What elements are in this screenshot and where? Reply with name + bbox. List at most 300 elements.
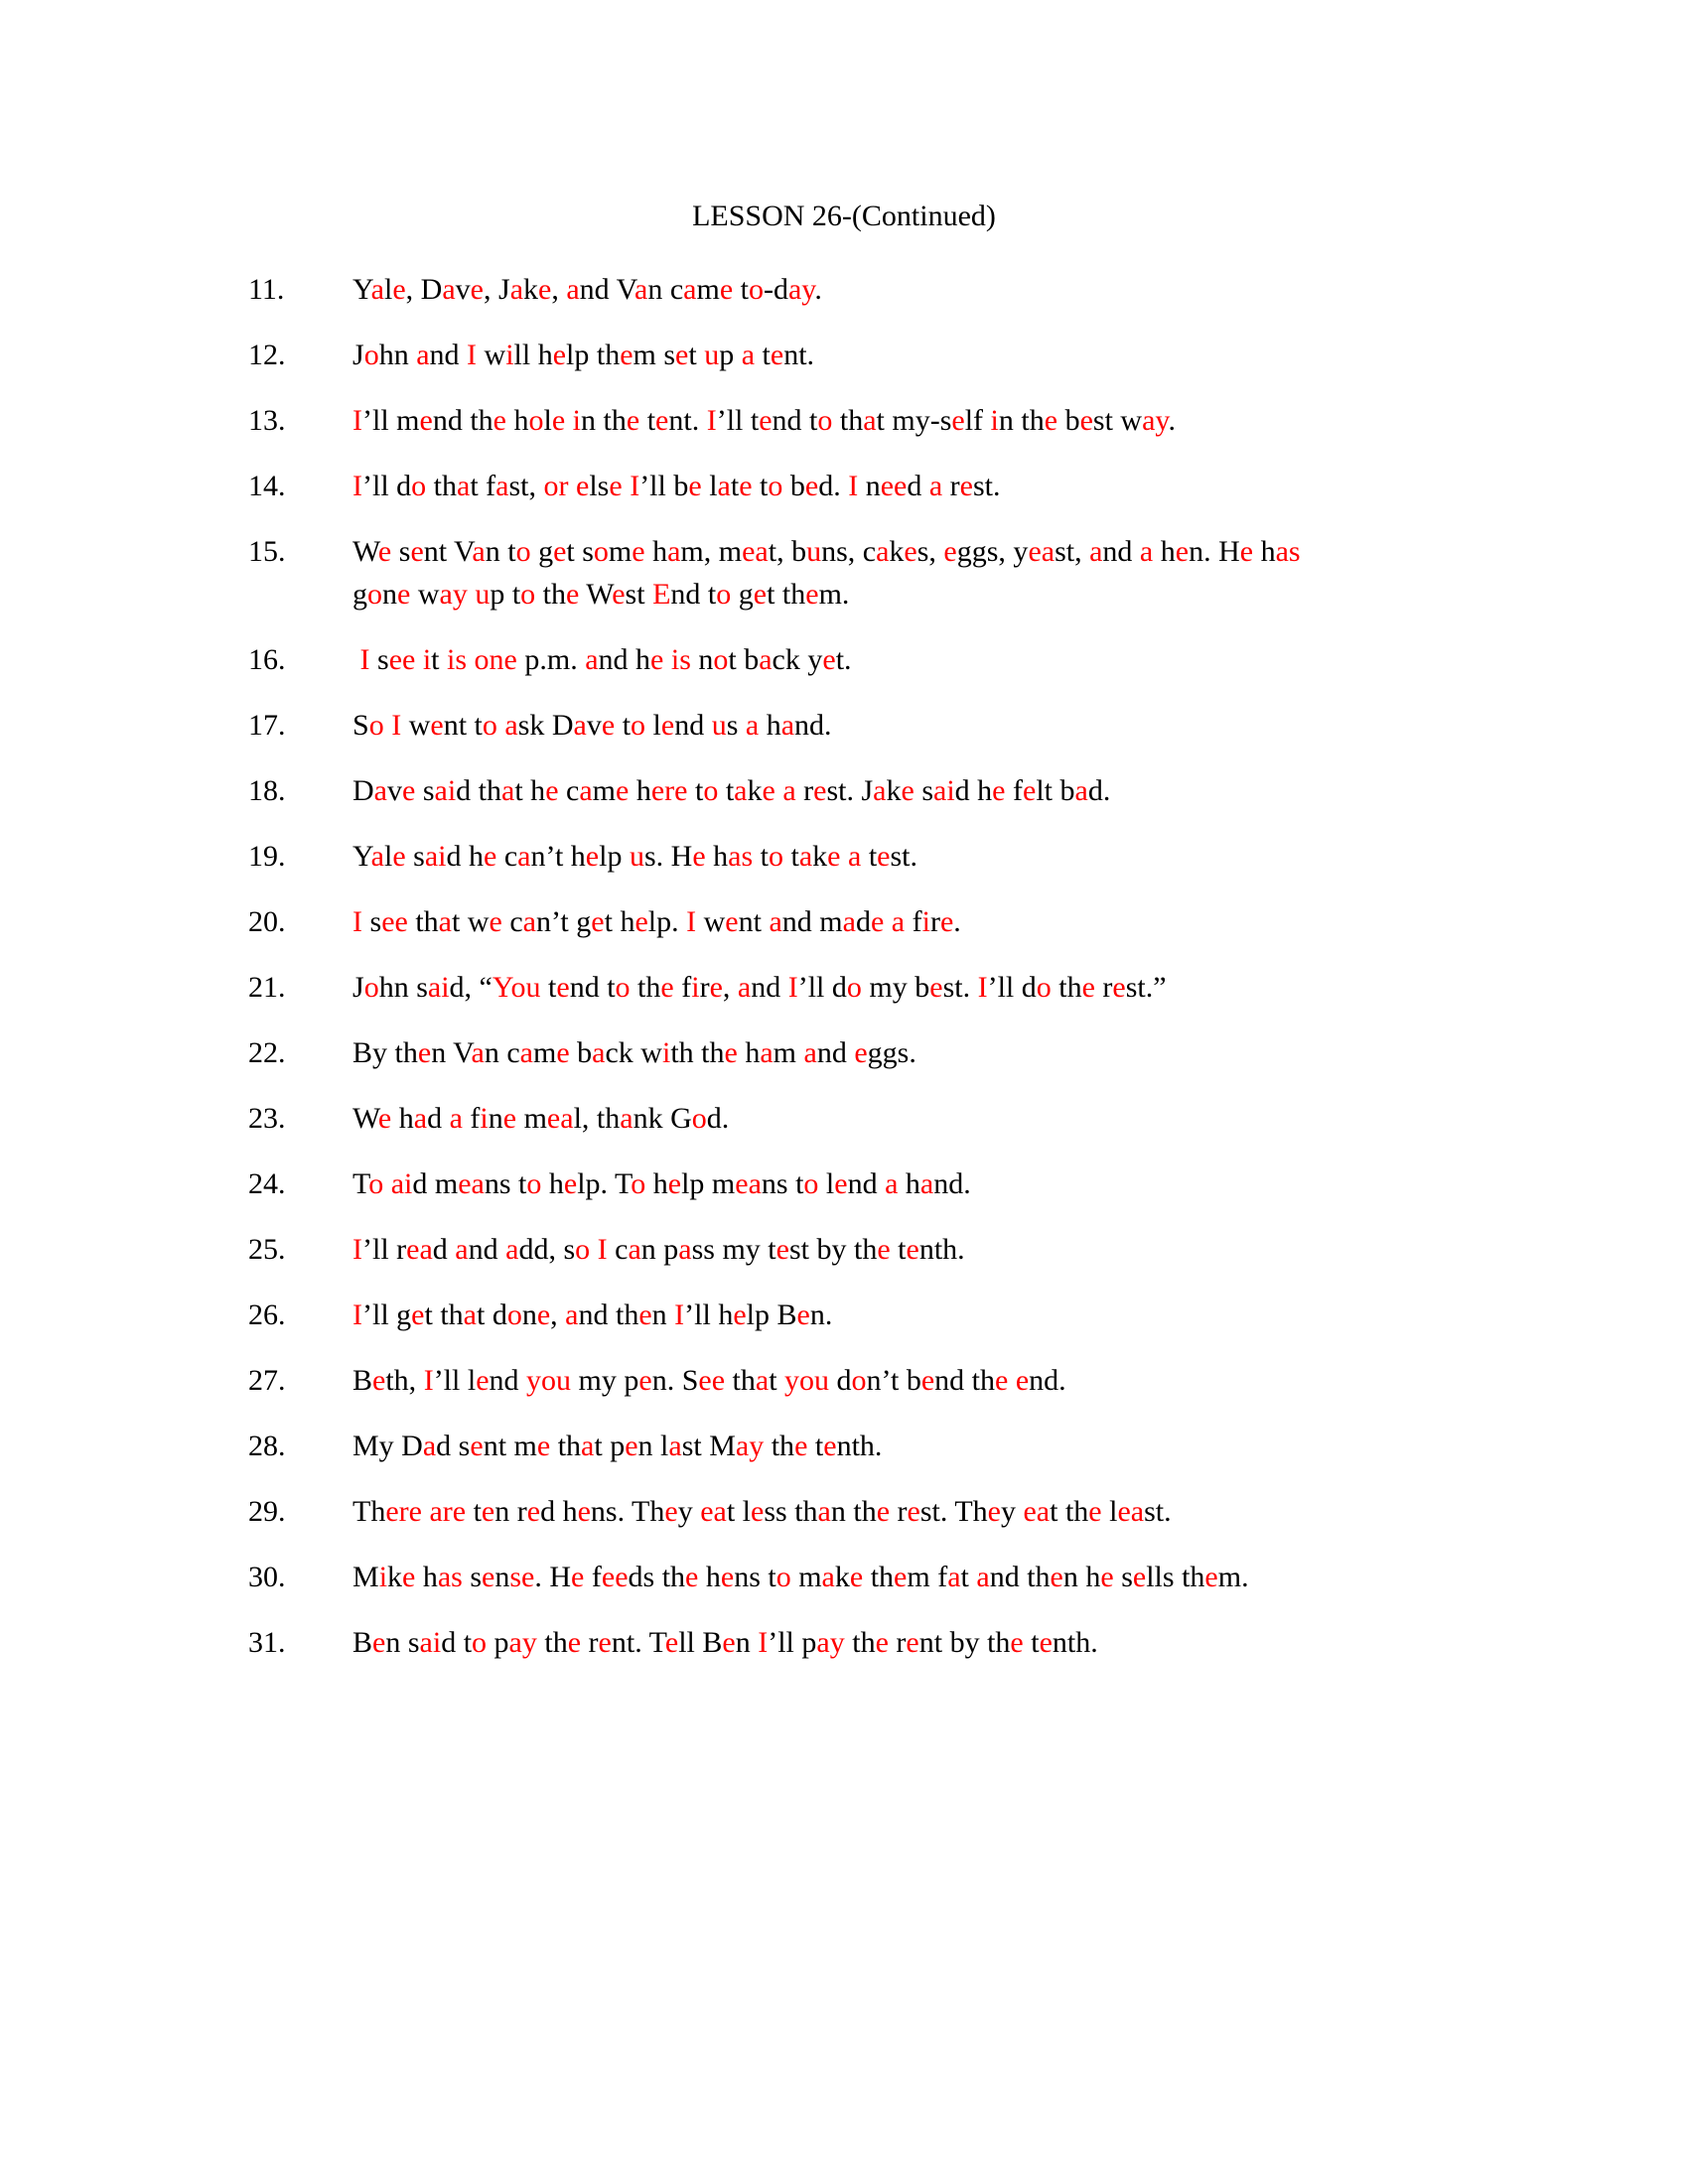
text-segment: a — [455, 1233, 469, 1266]
text-segment: s — [462, 1561, 483, 1593]
text-segment: ee — [880, 470, 908, 502]
text-segment: c — [496, 840, 518, 873]
text-segment: o — [748, 273, 764, 306]
text-segment: e — [634, 905, 648, 938]
text-segment: r — [795, 774, 814, 807]
text-segment: lp. — [647, 905, 687, 938]
text-segment: o — [363, 971, 379, 1004]
text-segment: th — [426, 470, 458, 502]
text-segment: m — [790, 1561, 822, 1593]
text-segment: e — [1010, 1626, 1024, 1659]
text-segment: a — [620, 1102, 633, 1135]
text-segment: S — [352, 709, 369, 742]
text-segment: nd m — [781, 905, 843, 938]
text-segment: l — [701, 470, 718, 502]
text-segment: B — [352, 1626, 373, 1659]
text-segment: e — [1044, 404, 1058, 437]
text-segment: k — [523, 273, 539, 306]
text-segment: m f — [907, 1561, 948, 1593]
text-segment: nt t — [443, 709, 483, 742]
text-segment: a — [581, 1430, 595, 1462]
text-segment: -d — [763, 273, 788, 306]
line-number: 27. — [248, 1364, 286, 1397]
text-segment: e — [397, 578, 411, 611]
text-segment: o — [615, 971, 631, 1004]
text-segment: n’t h — [530, 840, 586, 873]
text-segment: k — [387, 1561, 403, 1593]
text-segment: u — [704, 339, 720, 371]
text-segment: m — [773, 1036, 804, 1069]
text-segment: ai — [419, 1626, 442, 1659]
text-segment: t th — [767, 578, 806, 611]
text-segment: t — [753, 840, 769, 873]
text-segment: o — [775, 1561, 791, 1593]
text-segment: o — [631, 1167, 646, 1200]
text-segment: a — [947, 1561, 961, 1593]
text-segment: e — [751, 1495, 765, 1528]
text-segment: e — [739, 470, 753, 502]
text-segment — [352, 643, 360, 676]
line-number: 17. — [248, 709, 286, 742]
text-segment: l — [384, 273, 393, 306]
text-segment: a — [1074, 774, 1088, 807]
text-segment: e — [827, 840, 841, 873]
text-segment: a — [566, 273, 580, 306]
text-segment: a — [509, 273, 524, 306]
text-segment: g — [530, 535, 554, 568]
text-segment: e — [805, 578, 819, 611]
line-text — [352, 1031, 916, 1074]
text-segment: h — [1253, 535, 1276, 568]
text-segment: a — [495, 470, 509, 502]
text-segment: ay — [1142, 404, 1169, 437]
line-number: 25. — [248, 1233, 286, 1266]
lesson-line — [0, 268, 1688, 311]
text-segment: g — [731, 578, 754, 611]
text-segment: a — [585, 643, 599, 676]
text-segment: a — [505, 1233, 519, 1266]
text-segment: a — [755, 1364, 770, 1397]
text-segment: a — [1139, 535, 1154, 568]
text-segment: ea — [1117, 1495, 1145, 1528]
line-number: 12. — [248, 339, 286, 371]
line-number: 22. — [248, 1036, 286, 1069]
text-segment: d h — [446, 840, 485, 873]
text-segment: e — [1088, 1495, 1102, 1528]
text-segment: e — [538, 273, 552, 306]
text-segment: o — [482, 709, 497, 742]
line-text — [352, 704, 832, 747]
text-segment: nt m — [483, 1430, 537, 1462]
text-segment: l — [1101, 1495, 1118, 1528]
text-segment: n — [651, 1298, 675, 1331]
text-segment: ns t — [484, 1167, 527, 1200]
text-segment: e — [625, 1430, 638, 1462]
text-segment: a — [413, 1102, 428, 1135]
line-number: 23. — [248, 1102, 286, 1135]
text-segment: r — [581, 1626, 599, 1659]
text-segment: e — [822, 643, 836, 676]
text-segment: ai — [390, 1167, 413, 1200]
text-segment: o — [768, 840, 783, 873]
text-segment: e — [959, 470, 973, 502]
lesson-line — [0, 465, 1688, 507]
text-segment: e — [877, 840, 891, 873]
text-segment: e — [551, 404, 566, 437]
text-segment: r — [890, 1495, 908, 1528]
text-segment: is — [670, 643, 691, 676]
text-segment: th — [550, 1430, 582, 1462]
text-segment: st, — [1055, 535, 1090, 568]
text-segment: as — [1275, 535, 1301, 568]
text-segment: n — [494, 1561, 510, 1593]
text-segment: ay — [508, 1626, 537, 1659]
text-segment: M — [352, 1561, 379, 1593]
text-segment: t — [1023, 1626, 1040, 1659]
text-segment: nth. — [1052, 1626, 1098, 1659]
text-segment: h — [645, 1167, 668, 1200]
text-segment: ggs, y — [956, 535, 1029, 568]
text-segment: e — [377, 535, 392, 568]
text-segment: a — [760, 1036, 774, 1069]
line-text — [352, 1228, 965, 1271]
text-segment: d m — [412, 1167, 459, 1200]
text-segment: i — [921, 905, 930, 938]
text-segment: th — [407, 905, 439, 938]
text-segment: e — [417, 1036, 432, 1069]
text-segment: n — [521, 1298, 537, 1331]
text-segment: a — [891, 905, 906, 938]
text-segment: . H — [534, 1561, 572, 1593]
text-segment: s — [405, 840, 425, 873]
line-text — [352, 1097, 729, 1140]
text-segment: se — [509, 1561, 535, 1593]
text-segment: e — [762, 774, 775, 807]
text-segment: h — [541, 1167, 564, 1200]
line-number: 31. — [248, 1626, 286, 1659]
text-segment: n th — [998, 404, 1045, 437]
text-segment: o — [472, 1626, 488, 1659]
text-segment: a — [472, 535, 486, 568]
line-text — [352, 530, 1301, 615]
text-segment: ee — [388, 643, 416, 676]
lesson-line — [0, 334, 1688, 376]
text-segment: l — [543, 404, 552, 437]
text-segment: e — [1204, 1561, 1218, 1593]
text-segment: e — [484, 840, 497, 873]
line-text — [352, 399, 1176, 442]
text-segment: e — [1175, 535, 1190, 568]
text-segment: a — [1089, 535, 1103, 568]
text-segment: a — [579, 774, 593, 807]
text-segment: e — [402, 1561, 416, 1593]
text-segment: I — [597, 1233, 608, 1266]
text-segment: o — [526, 1167, 542, 1200]
text-segment: p — [487, 1626, 509, 1659]
text-segment: a — [668, 1430, 682, 1462]
lesson-line — [0, 530, 1688, 615]
text-segment: p t — [490, 578, 521, 611]
text-segment: ds th — [628, 1561, 686, 1593]
text-segment: ay — [816, 1626, 845, 1659]
text-segment: h — [759, 709, 781, 742]
text-segment: e — [620, 339, 633, 371]
text-segment: nd — [751, 971, 788, 1004]
text-segment: nd — [468, 1233, 506, 1266]
text-segment: s — [415, 774, 435, 807]
text-segment: u — [475, 578, 491, 611]
text-segment: d, “ — [449, 971, 492, 1004]
text-segment: t — [615, 709, 632, 742]
text-segment: a — [422, 1430, 437, 1462]
text-segment: o — [593, 535, 609, 568]
text-segment: e — [577, 1495, 591, 1528]
text-segment: a — [976, 1561, 990, 1593]
text-segment: d — [907, 470, 929, 502]
text-segment: a — [667, 535, 681, 568]
text-segment: o — [520, 578, 536, 611]
text-segment: m, m — [680, 535, 743, 568]
text-segment: e — [402, 774, 416, 807]
text-segment: . — [1168, 404, 1176, 437]
text-segment: n’t g — [535, 905, 592, 938]
text-segment: e — [939, 905, 954, 938]
text-segment: ea — [1023, 1495, 1051, 1528]
text-segment: e — [709, 971, 723, 1004]
text-segment: a — [847, 840, 862, 873]
text-segment — [840, 840, 848, 873]
text-segment: r — [1094, 971, 1113, 1004]
text-segment: f — [1005, 774, 1023, 807]
text-segment: n — [488, 1102, 503, 1135]
lesson-line — [0, 1425, 1688, 1467]
text-segment: y — [677, 1495, 701, 1528]
text-segment: th — [764, 1430, 795, 1462]
text-segment: a — [373, 774, 387, 807]
text-segment: nd th — [934, 1364, 995, 1397]
text-segment: o — [703, 774, 719, 807]
text-segment: e — [476, 1364, 490, 1397]
text-segment: o — [368, 709, 384, 742]
text-segment: ere — [385, 1495, 422, 1528]
text-segment: l — [818, 1167, 835, 1200]
text-segment: st w — [1092, 404, 1143, 437]
text-segment: nd — [489, 1364, 527, 1397]
text-segment: m — [592, 774, 617, 807]
lesson-line — [0, 704, 1688, 747]
text-segment: nd th — [432, 404, 493, 437]
text-segment: a — [565, 1298, 579, 1331]
text-segment: a — [504, 709, 518, 742]
text-segment: lt b — [1036, 774, 1075, 807]
text-segment: a — [628, 1233, 641, 1266]
text-segment: hn s — [378, 971, 428, 1004]
text-segment: st. Th — [919, 1495, 988, 1528]
text-segment: e — [377, 1102, 392, 1135]
text-segment: s — [362, 905, 382, 938]
text-segment: I — [423, 1364, 434, 1397]
text-segment: lls th — [1146, 1561, 1205, 1593]
text-segment: e — [796, 1298, 810, 1331]
text-segment: l — [384, 840, 393, 873]
text-segment: d. — [706, 1102, 730, 1135]
text-segment: e — [638, 1364, 652, 1397]
text-segment: sk D — [517, 709, 574, 742]
text-segment: e — [556, 971, 570, 1004]
text-segment: t — [688, 339, 705, 371]
text-segment: p — [719, 339, 742, 371]
lesson-line — [0, 1162, 1688, 1205]
text-segment: n l — [637, 1430, 669, 1462]
text-segment: ns t — [761, 1167, 804, 1200]
text-segment: f — [462, 1102, 481, 1135]
text-segment: e — [1022, 774, 1037, 807]
text-segment: s — [1113, 1561, 1133, 1593]
text-segment: ai — [427, 971, 450, 1004]
text-segment: o — [768, 470, 783, 502]
text-segment: e — [655, 404, 669, 437]
text-segment: o — [817, 404, 833, 437]
text-segment: e — [545, 774, 559, 807]
text-segment: . — [953, 905, 961, 938]
text-segment: ay — [787, 273, 815, 306]
text-segment: e — [854, 1036, 868, 1069]
text-segment: e — [502, 1102, 517, 1135]
text-segment: th — [1051, 971, 1082, 1004]
line-number: 19. — [248, 840, 286, 873]
text-segment: i — [990, 404, 999, 437]
text-segment: , J — [484, 273, 510, 306]
text-segment: s — [391, 535, 411, 568]
text-segment: l — [645, 709, 661, 742]
text-segment: e — [722, 1626, 736, 1659]
text-segment: a — [737, 971, 752, 1004]
text-segment: ay — [735, 1430, 765, 1462]
text-segment: v — [387, 774, 402, 807]
text-segment: b — [782, 470, 805, 502]
text-segment: th — [630, 971, 661, 1004]
text-segment: h — [506, 404, 529, 437]
text-segment: W — [579, 578, 613, 611]
text-segment: t my-s — [876, 404, 952, 437]
text-segment: t — [861, 840, 878, 873]
line-text — [352, 1162, 971, 1205]
text-segment: u — [806, 535, 822, 568]
text-segment: c — [558, 774, 580, 807]
text-segment: ns. Th — [590, 1495, 665, 1528]
text-segment: t — [639, 404, 656, 437]
text-segment: n — [690, 643, 714, 676]
text-segment: f — [905, 905, 922, 938]
text-segment: a — [442, 273, 456, 306]
line-text — [352, 334, 814, 376]
text-segment: , — [722, 971, 738, 1004]
text-segment: t p — [594, 1430, 626, 1462]
text-segment: m. — [818, 578, 850, 611]
line-text — [352, 1294, 832, 1336]
text-segment: e — [1015, 1364, 1030, 1397]
text-segment: e — [794, 1430, 808, 1462]
text-segment: a — [745, 709, 760, 742]
text-segment: I — [467, 339, 478, 371]
text-segment: e — [609, 470, 623, 502]
text-segment: h — [415, 1561, 438, 1593]
text-segment: are — [429, 1495, 467, 1528]
text-segment: a — [863, 404, 877, 437]
text-segment: ck w — [605, 1036, 662, 1069]
text-segment: e — [392, 273, 406, 306]
text-segment: i — [691, 971, 700, 1004]
text-segment: nth. — [836, 1430, 883, 1462]
text-segment: W — [352, 1102, 378, 1135]
line-text — [352, 1556, 1249, 1598]
text-segment: t h — [514, 774, 546, 807]
text-segment: e — [904, 535, 917, 568]
text-segment: d — [427, 1102, 450, 1135]
text-segment: ai — [933, 774, 955, 807]
text-segment: t s — [566, 535, 594, 568]
text-segment: nd — [429, 339, 468, 371]
line-text — [352, 769, 1110, 812]
text-segment: nd h — [598, 643, 651, 676]
text-segment: I — [352, 905, 362, 938]
text-segment: t w — [452, 905, 490, 938]
text-segment: b — [1057, 404, 1080, 437]
text-segment: e — [481, 1495, 495, 1528]
lesson-line — [0, 1031, 1688, 1074]
text-segment: a — [370, 840, 384, 873]
text-segment: a — [449, 1102, 463, 1135]
text-segment: nt — [738, 905, 770, 938]
text-segment: k — [889, 535, 905, 568]
text-segment: e — [992, 774, 1006, 807]
text-segment: ai — [424, 840, 447, 873]
line-number: 26. — [248, 1298, 286, 1331]
text-segment: one — [474, 643, 517, 676]
lesson-line — [0, 835, 1688, 878]
text-segment: th — [832, 404, 864, 437]
text-segment: Th — [352, 1495, 386, 1528]
text-segment: a — [803, 1036, 817, 1069]
text-segment: w — [477, 339, 506, 371]
line-text — [352, 835, 917, 878]
text-segment: t — [782, 840, 799, 873]
text-segment: My D — [352, 1430, 423, 1462]
text-segment: o — [631, 709, 646, 742]
text-segment: h — [705, 840, 729, 873]
text-segment: i — [661, 1036, 671, 1069]
text-segment: y — [1000, 1495, 1024, 1528]
text-segment: e — [601, 709, 616, 742]
text-segment: st. — [942, 971, 978, 1004]
text-segment: or — [543, 470, 569, 502]
text-segment: st. — [973, 470, 1001, 502]
text-segment: By th — [352, 1036, 418, 1069]
line-number: 24. — [248, 1167, 286, 1200]
text-segment: a — [717, 470, 731, 502]
text-segment: th — [536, 1626, 568, 1659]
text-segment: e — [591, 905, 605, 938]
text-segment: h — [737, 1036, 761, 1069]
text-segment: a — [678, 1233, 692, 1266]
text-segment: I — [686, 905, 697, 938]
text-segment: nt V — [423, 535, 473, 568]
text-segment: nd. — [1029, 1364, 1066, 1397]
text-segment: nd V — [579, 273, 634, 306]
text-segment: my b — [861, 971, 930, 1004]
text-segment: th th — [670, 1036, 725, 1069]
text-segment: s — [726, 709, 746, 742]
